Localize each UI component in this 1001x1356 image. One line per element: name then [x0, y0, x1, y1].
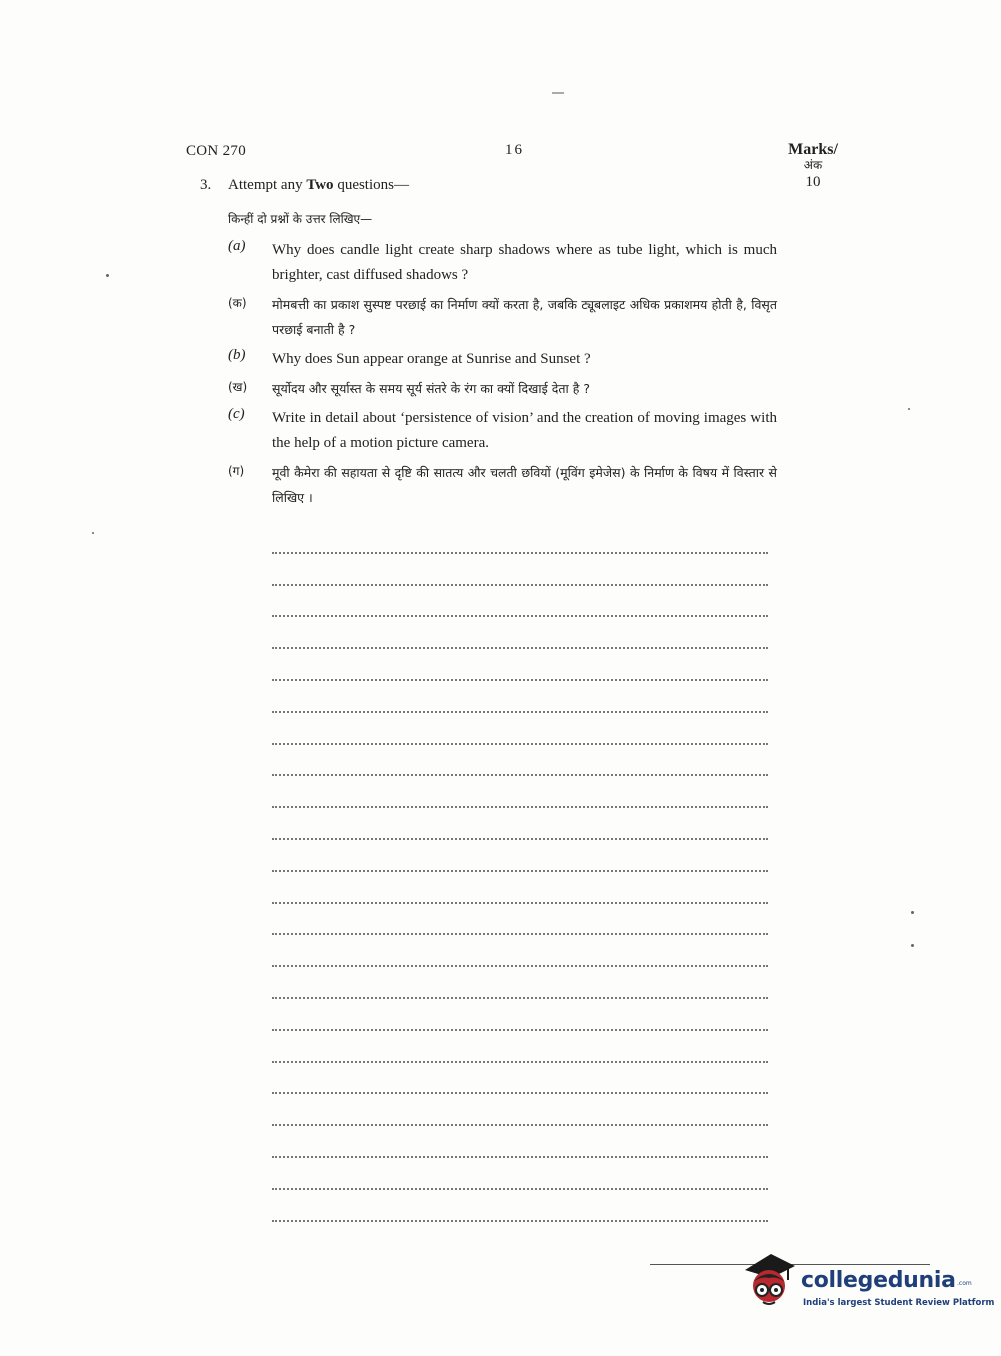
question-instruction-hindi: किन्हीं दो प्रश्नों के उत्तर लिखिए— [228, 212, 373, 226]
answer-line[interactable] [272, 649, 768, 681]
speck [92, 532, 94, 534]
answer-line[interactable] [272, 1158, 768, 1190]
answer-line[interactable] [272, 554, 768, 586]
paper-code: CON 270 [186, 143, 247, 159]
speck [908, 408, 910, 410]
answer-line[interactable] [272, 1031, 768, 1063]
answer-line[interactable] [272, 1190, 768, 1222]
answer-line[interactable] [272, 681, 768, 713]
sub-question-label: (ख) [228, 380, 248, 394]
sub-question-text: मूवी कैमेरा की सहायता से दृष्टि की सातत्य और चलती छवियों (मूविंग इमेजेस) के निर्माण के विषय में विस्तार से लिखिए । [272, 465, 777, 505]
speck [911, 911, 914, 914]
answer-line[interactable] [272, 967, 768, 999]
answer-line[interactable] [272, 713, 768, 745]
brand-tagline: India's largest Student Review Platform [803, 1298, 995, 1308]
sub-question-text: Why does Sun appear orange at Sunrise and Sunset ? [272, 351, 591, 367]
marks-column-header [783, 141, 843, 191]
answer-line[interactable] [272, 1126, 768, 1158]
instruction-post: questions— [333, 177, 409, 193]
sub-question-c [228, 406, 778, 456]
brand-suffix: .com [957, 1280, 972, 1287]
answer-line[interactable] [272, 586, 768, 618]
page-number: 16 [505, 142, 524, 158]
question-number: 3. [200, 177, 212, 193]
answer-line[interactable] [272, 904, 768, 936]
answer-line[interactable] [272, 999, 768, 1031]
sub-question-kha [228, 376, 778, 401]
answer-line[interactable] [272, 1063, 768, 1095]
speck [106, 274, 109, 277]
page-mark [552, 92, 564, 94]
instruction-bold: Two [306, 177, 334, 193]
answer-line[interactable] [272, 1094, 768, 1126]
sub-question-label: (a) [228, 238, 246, 254]
sub-question-text: Why does candle light create sharp shadows where as tube light, which is much brighter, cast diffused shadows ? [272, 242, 777, 283]
brand-name: collegedunia [801, 1268, 956, 1293]
sub-question-text: मोमबत्ती का प्रकाश सुस्पष्ट परछाई का निर्माण क्यों करता है, जबकि ट्यूबलाइट अधिक प्रकाशमय होती है, विसृत परछाई बनाती है ? [272, 297, 777, 337]
answer-line[interactable] [272, 840, 768, 872]
sub-question-ka [228, 292, 778, 342]
sub-question-label: (c) [228, 406, 245, 422]
instruction-pre: Attempt any [228, 177, 307, 193]
sub-question-text: सूर्योदय और सूर्यास्त के समय सूर्य संतरे के रंग का क्यों दिखाई देता है ? [272, 381, 590, 396]
sub-question-label: (b) [228, 347, 246, 363]
answer-line[interactable] [272, 745, 768, 777]
answer-line[interactable] [272, 617, 768, 649]
marks-value: 10 [805, 174, 821, 190]
speck [911, 944, 914, 947]
mascot-logo-icon [741, 1252, 797, 1314]
answer-line[interactable] [272, 808, 768, 840]
marks-label-hi: अंक [803, 158, 823, 172]
sub-question-ga [228, 460, 778, 510]
answer-area[interactable] [272, 522, 768, 1222]
answer-line[interactable] [272, 935, 768, 967]
answer-line[interactable] [272, 522, 768, 554]
sub-question-text: Write in detail about ‘persistence of vision’ and the creation of moving images with the help of a motion picture camera. [272, 410, 777, 451]
sub-question-b [228, 347, 778, 372]
sub-question-label: (क) [228, 296, 247, 310]
answer-line[interactable] [272, 776, 768, 808]
answer-line[interactable] [272, 872, 768, 904]
sub-question-a [228, 238, 778, 288]
brand-watermark [735, 1246, 995, 1321]
marks-label-en: Marks/ [788, 141, 838, 158]
sub-question-label: (ग) [228, 464, 245, 478]
question-instruction [200, 177, 409, 194]
